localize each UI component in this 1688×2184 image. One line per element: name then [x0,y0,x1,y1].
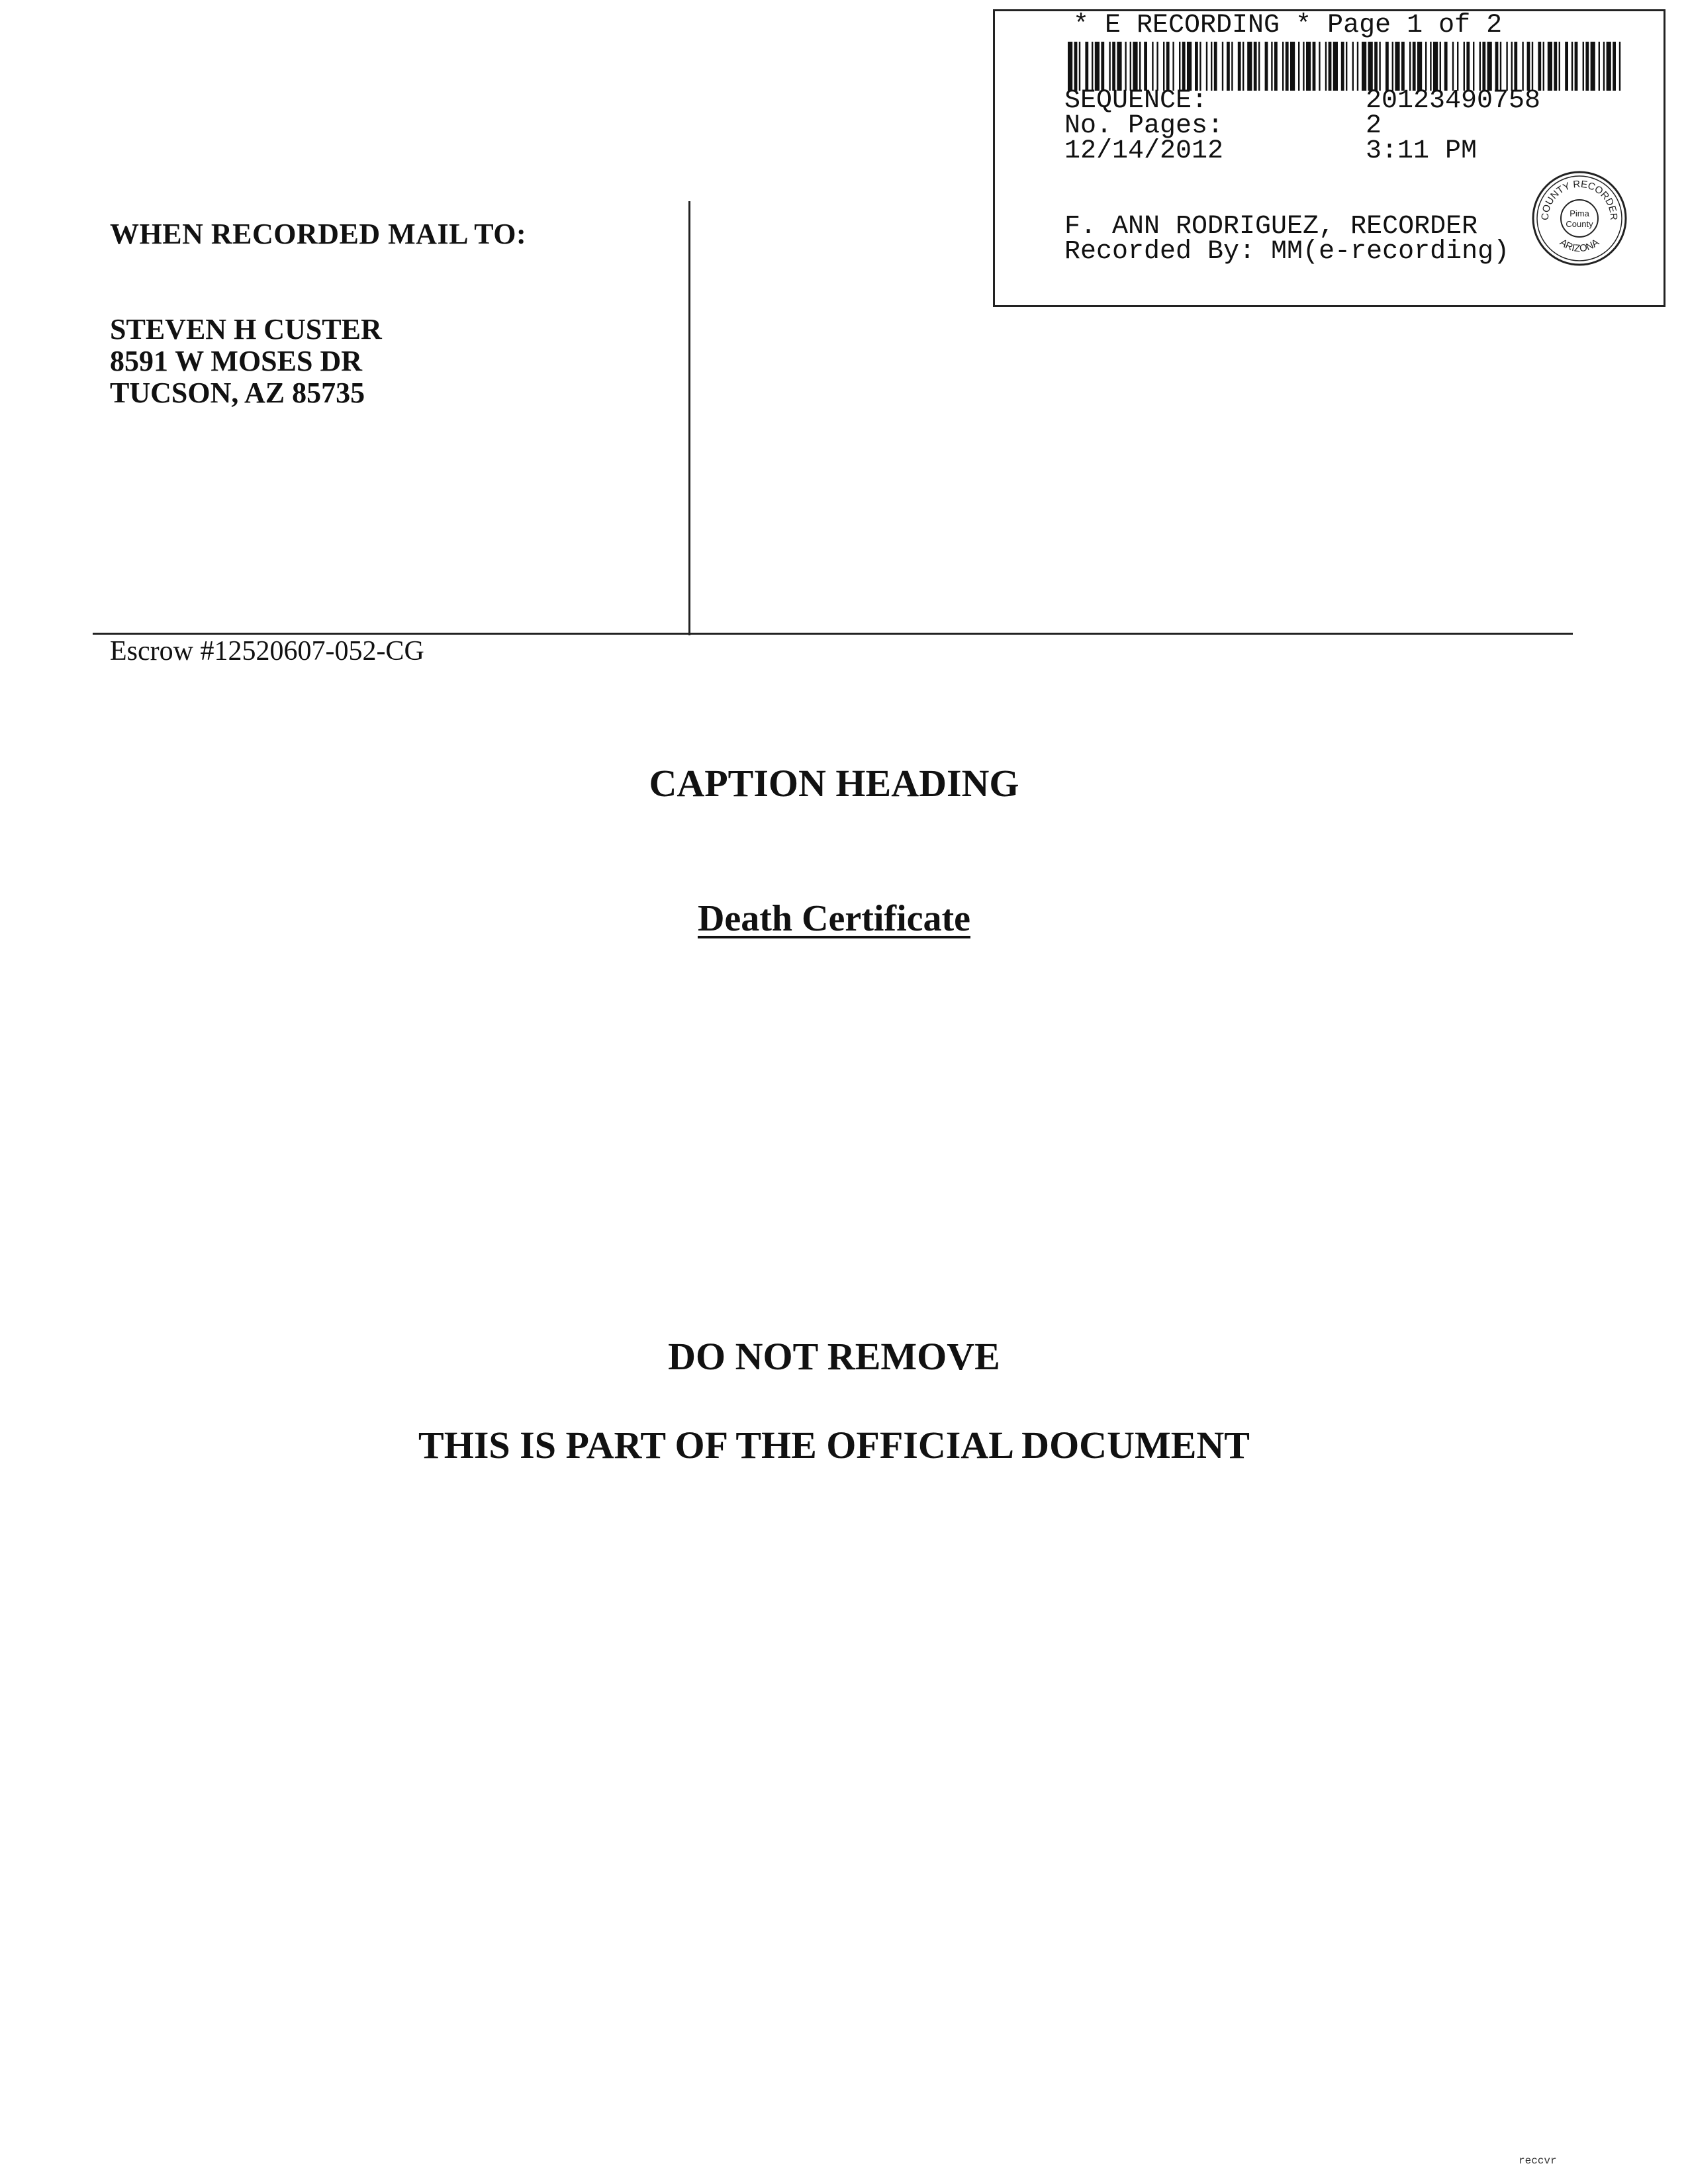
barcode-bar [1319,42,1320,91]
barcode-bar [1554,42,1557,91]
seal-bottom-text: ARIZONA [1558,236,1601,255]
barcode-bar [1452,42,1454,91]
barcode-bar [1112,42,1115,91]
document-type-text: Death Certificate [697,898,970,939]
barcode-bar [1479,42,1481,91]
barcode-bar [1179,42,1180,91]
mail-to-address [110,314,382,409]
barcode-bar [1199,42,1201,91]
barcode-bar [1575,42,1578,91]
barcode-bar [1392,42,1393,91]
sequence-label: SEQUENCE: [1064,86,1208,116]
barcode-bar [1195,42,1198,91]
barcode-bar [1395,42,1399,91]
seal-center-line-2: County [1566,219,1593,229]
barcode-bar [1430,42,1431,91]
recording-stamp [993,9,1665,307]
barcode-bar [1548,42,1552,91]
notice-do-not-remove: DO NOT REMOVE [668,1335,1000,1378]
barcode-bar [1254,42,1257,91]
barcode-bar [1559,42,1560,91]
barcode-bar [1464,42,1465,91]
barcode-bar [1133,42,1137,91]
notice-official-document: THIS IS PART OF THE OFFICIAL DOCUMENT [418,1424,1250,1467]
barcode-bar [1538,42,1541,91]
barcode-bar [1290,42,1295,91]
barcode-bar [1352,42,1354,91]
barcode-bar [1613,42,1616,91]
barcode-bar [1599,42,1600,91]
barcode-bar [1385,42,1389,91]
barcode-bar [1109,42,1110,91]
barcode-bar [1401,42,1405,91]
barcode-bar [1603,42,1605,91]
barcode-bar [1433,42,1438,91]
barcode-bar [1144,42,1147,91]
barcode-bar [1619,42,1620,91]
barcode-bar [1117,42,1121,91]
recipient-name: STEVEN H CUSTER [110,313,382,345]
barcode-bar [1495,42,1499,91]
barcode-bar [1166,42,1170,91]
document-type-title [0,897,1668,940]
sequence-value: 20123490758 [1366,86,1541,116]
barcode-bar [1247,42,1252,91]
barcode-bar [1227,42,1230,91]
recipient-street: 8591 W MOSES DR [110,345,363,377]
county-recorder-seal [1530,169,1629,268]
barcode-bar [1139,42,1141,91]
barcode-bar [1362,42,1366,91]
barcode-bar [1500,42,1501,91]
caption-heading: CAPTION HEADING [649,762,1019,805]
barcode-bar [1187,42,1192,91]
vertical-divider [688,201,690,635]
barcode-bar [1214,42,1217,91]
barcode-bar [1527,42,1530,91]
barcode-bar [1068,42,1072,91]
barcode-bar [1583,42,1584,91]
barcode-bar [1274,42,1278,91]
barcode-bar [1152,42,1153,91]
escrow-number: Escrow #12520607-052-CG [110,636,424,666]
barcode-bar [1532,42,1533,91]
barcode-bar [1473,42,1474,91]
barcode-bar [1172,42,1174,91]
barcode-bar [1591,42,1595,91]
barcode-bar [1341,42,1344,91]
barcode-bar [1511,42,1513,91]
recording-time: 3:11 PM [1366,136,1477,166]
footer-code: reccvr [1519,2155,1557,2167]
horizontal-divider [93,633,1573,635]
barcode-bar [1085,42,1088,91]
barcode-bar [1265,42,1268,91]
barcode-bar [1565,42,1568,91]
barcode-bar [1457,42,1458,91]
barcode-bar [1409,42,1411,91]
barcode-bar [1466,42,1470,91]
barcode-bar [1368,42,1373,91]
recipient-city-state-zip: TUCSON, AZ 85735 [110,377,365,409]
barcode-bar [1417,42,1422,91]
barcode-bar [1298,42,1299,91]
barcode-bar [1379,42,1380,91]
barcode-bar [1222,42,1223,91]
recorder-name: F. ANN RODRIGUEZ, RECORDER [1064,212,1478,242]
pages-value: 2 [1366,111,1382,141]
recording-date: 12/14/2012 [1064,136,1224,166]
barcode-bar [1543,42,1544,91]
barcode-bar [1585,42,1589,91]
seal-top-text: COUNTY RECORDER [1539,178,1620,221]
barcode-bar [1374,42,1378,91]
mail-to-heading: WHEN RECORDED MAIL TO: [110,218,527,250]
barcode-bar [1413,42,1416,91]
barcode-bar [1079,42,1080,91]
barcode-bar [1357,42,1358,91]
barcode-bar [1130,42,1131,91]
barcode-bar [1329,42,1332,91]
barcode-bar [1238,42,1241,91]
barcode-bar [1074,42,1078,91]
barcode-bar [1444,42,1448,91]
barcode-bar [1522,42,1523,91]
barcode-bar [1182,42,1186,91]
barcode-bar [1333,42,1338,91]
recorded-by: Recorded By: MM(e-recording) [1064,237,1510,267]
barcode-bar [1325,42,1327,91]
barcode-bar [1258,42,1260,91]
barcode [1068,42,1621,91]
barcode-bar [1487,42,1492,91]
barcode-bar [1440,42,1441,91]
stamp-header: * E RECORDING * Page 1 of 2 [1073,11,1503,40]
barcode-bar [1125,42,1126,91]
barcode-bar [1211,42,1212,91]
barcode-bar [1506,42,1507,91]
barcode-bar [1303,42,1304,91]
barcode-bar [1306,42,1311,91]
barcode-bar [1425,42,1427,91]
barcode-bar [1282,42,1284,91]
barcode-bar [1156,42,1158,91]
barcode-bar [1101,42,1104,91]
pages-label: No. Pages: [1064,111,1224,141]
barcode-bar [1206,42,1207,91]
barcode-bar [1231,42,1233,91]
seal-center-line-1: Pima [1570,208,1589,218]
barcode-bar [1286,42,1289,91]
svg-text:ARIZONA [1558,237,1601,254]
barcode-bar [1313,42,1316,91]
barcode-bar [1243,42,1244,91]
barcode-bar [1092,42,1093,91]
barcode-bar [1571,42,1573,91]
barcode-bar [1514,42,1517,91]
barcode-bar [1346,42,1347,91]
barcode-bar [1163,42,1164,91]
barcode-bar [1095,42,1100,91]
barcode-bar [1271,42,1272,91]
barcode-bar [1482,42,1485,91]
barcode-bar [1607,42,1611,91]
